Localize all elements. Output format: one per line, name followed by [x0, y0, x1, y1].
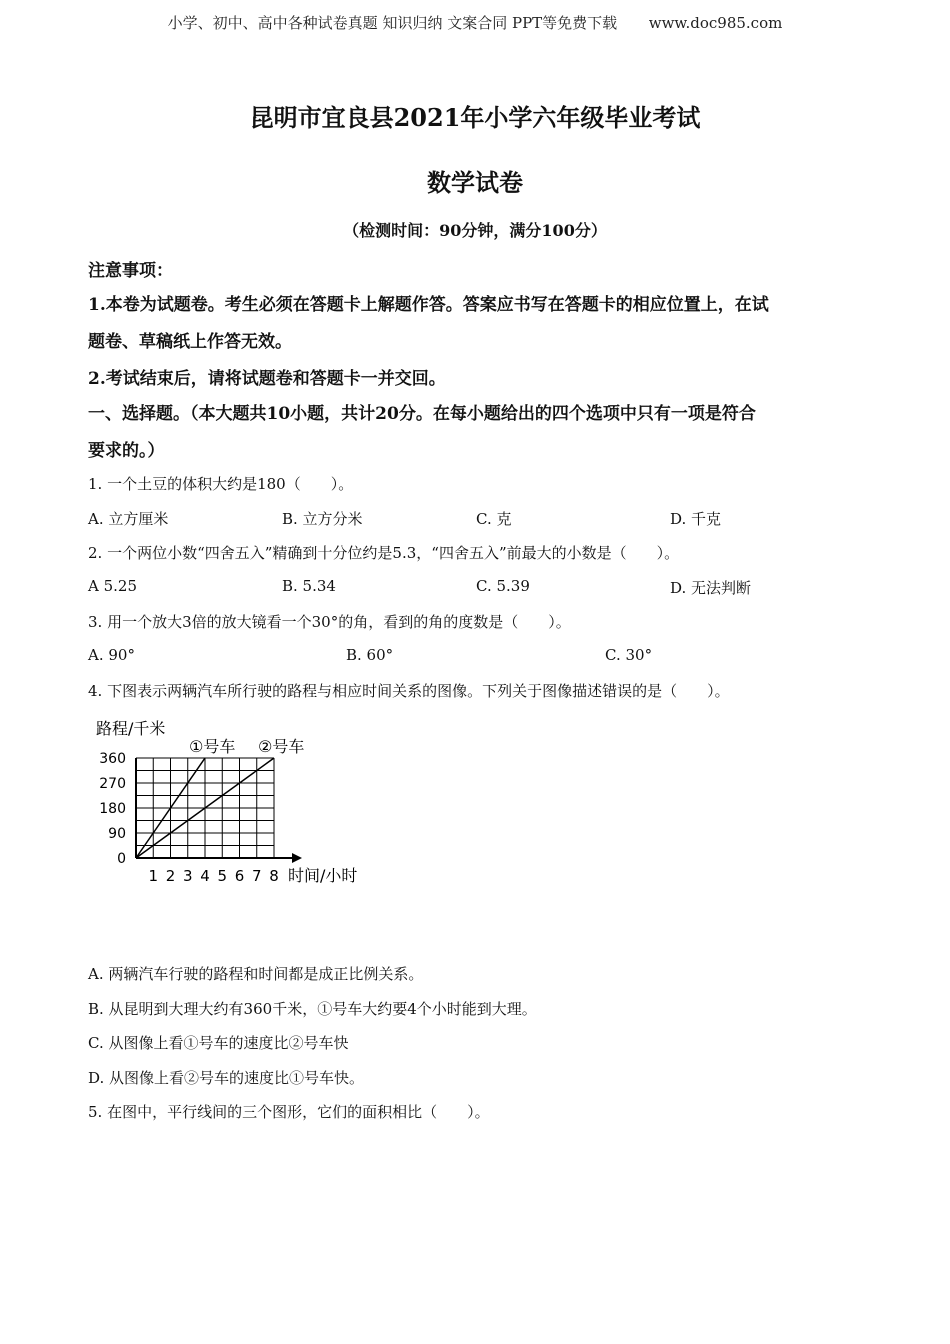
- x-tick-label: 3: [182, 867, 193, 885]
- exam-info: （检测时间：90分钟，满分100分）: [343, 221, 607, 240]
- chart-ticks: [99, 751, 279, 885]
- question-1: 1. 一个土豆的体积大约是180（ ）。: [88, 475, 354, 493]
- section-1-heading: 一、选择题。（本大题共10小题，共计20分。在每小题给出的四个选项中只有一项是符合: [88, 404, 756, 424]
- q4-option-b: B. 从昆明到大理大约有360千米，①号车大约要4个小时能到大理。: [88, 1000, 537, 1018]
- q2-option-b: B. 5.34: [282, 577, 336, 595]
- q3-option-b: B. 60°: [346, 646, 394, 664]
- question-3: 3. 用一个放大3倍的放大镜看一个30°的角，看到的角的度数是（ ）。: [88, 613, 571, 631]
- notice-item-1-line-2: 题卷、草稿纸上作答无效。: [88, 332, 292, 352]
- q2-option-c: C. 5.39: [476, 577, 530, 595]
- q1-option-d: D. 千克: [670, 510, 722, 528]
- x-tick-label: 2: [165, 867, 176, 885]
- x-tick-label: 4: [200, 867, 210, 885]
- x-tick-label: 8: [269, 867, 279, 885]
- x-axis-arrow: [292, 853, 302, 863]
- y-axis-label: 路程/千米: [96, 719, 166, 738]
- page-title: 昆明市宜良县2021年小学六年级毕业考试: [249, 103, 701, 132]
- q2-option-d: D. 无法判断: [670, 579, 752, 597]
- q4-option-c: C. 从图像上看①号车的速度比②号车快: [88, 1034, 349, 1052]
- q1-option-b: B. 立方分米: [282, 510, 363, 528]
- page-subtitle: 数学试卷: [427, 168, 523, 197]
- q2-option-a: A 5.25: [88, 577, 137, 595]
- q4-option-d: D. 从图像上看②号车的速度比①号车快。: [88, 1069, 365, 1087]
- q3-option-a: A. 90°: [88, 646, 135, 664]
- q1-option-a: A. 立方厘米: [88, 510, 169, 528]
- notice-heading: 注意事项：: [88, 261, 173, 281]
- distance-time-chart: [90, 712, 380, 892]
- q3-option-c: C. 30°: [605, 646, 653, 664]
- header-site: www.doc985.com: [648, 14, 783, 32]
- x-tick-label: 7: [251, 867, 262, 885]
- x-tick-label: 1: [148, 867, 159, 885]
- x-tick-label: 5: [217, 867, 228, 885]
- question-2: 2. 一个两位小数“四舍五入”精确到十分位约是5.3，“四舍五入”前最大的小数是（ ）。: [88, 544, 680, 562]
- q4-option-a: A. 两辆汽车行驶的路程和时间都是成正比例关系。: [88, 965, 424, 983]
- header-text: 小学、初中、高中各种试卷真题 知识归纳 文案合同 PPT等免费下载: [167, 14, 618, 32]
- x-axis-label: 时间/小时: [288, 866, 358, 885]
- y-tick-label: 180: [99, 801, 126, 817]
- q1-option-c: C. 克: [476, 510, 512, 528]
- page-header: [0, 12, 950, 33]
- series-label-1: ①号车: [189, 737, 236, 756]
- notice-item-1-line-1: 1.本卷为试题卷。考生必须在答题卡上解题作答。答案应书写在答题卡的相应位置上，在试: [88, 295, 769, 315]
- x-tick-label: 6: [234, 867, 245, 885]
- series-label-2: ②号车: [258, 737, 305, 756]
- y-tick-label: 360: [99, 751, 126, 767]
- y-tick-label: 0: [117, 851, 126, 867]
- chart-series: [136, 737, 304, 858]
- y-tick-label: 90: [108, 826, 126, 842]
- question-4: 4. 下图表示两辆汽车所行驶的路程与相应时间关系的图像。下列关于图像描述错误的是（ ）。: [88, 682, 730, 700]
- section-1-heading-cont: 要求的。）: [88, 441, 165, 461]
- question-5: 5. 在图中，平行线间的三个图形，它们的面积相比（ ）。: [88, 1103, 490, 1121]
- notice-item-2: 2.考试结束后，请将试题卷和答题卡一并交回。: [88, 369, 446, 389]
- y-tick-label: 270: [99, 776, 126, 792]
